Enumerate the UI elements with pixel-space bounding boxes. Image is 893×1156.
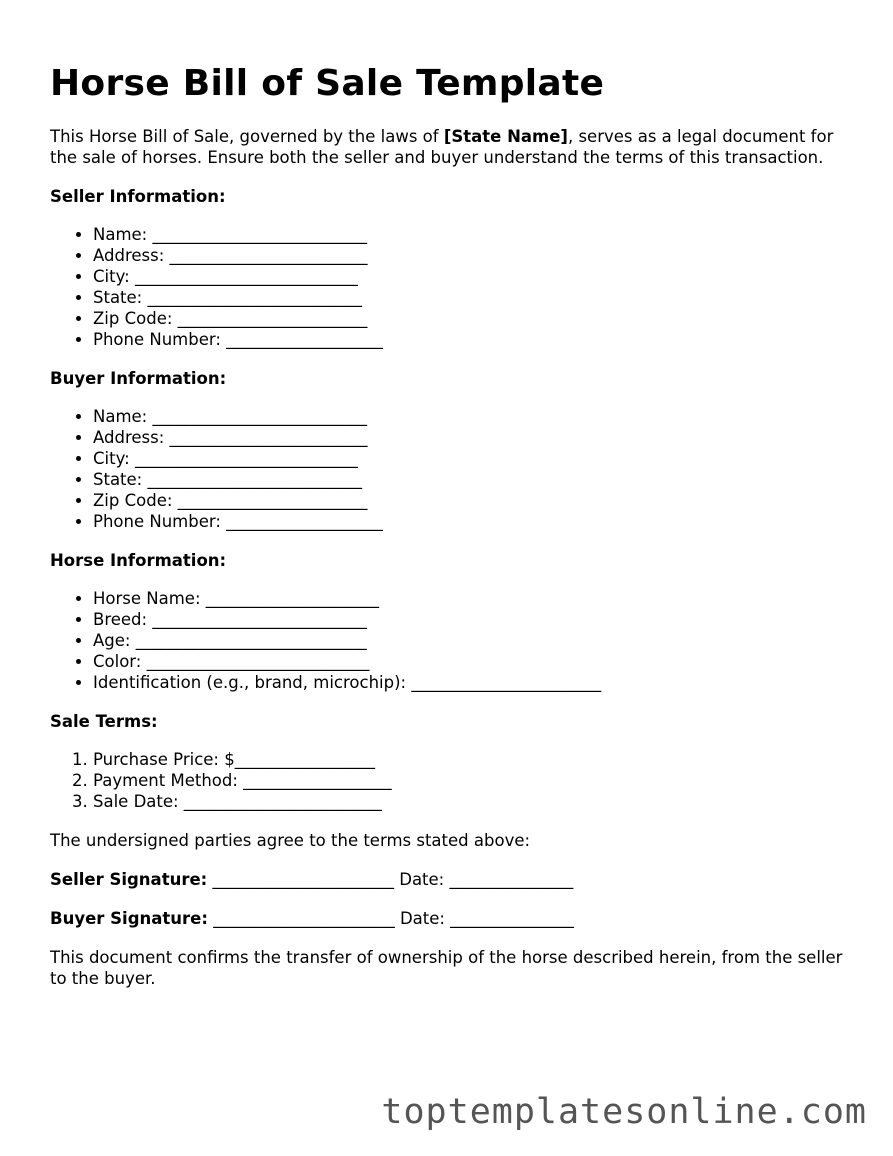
seller-zip-field: • Zip Code: _______________________ (93, 308, 850, 329)
buyer-signature-blanks: ______________________ Date: _______________ (207, 909, 574, 928)
seller-phone-field: • Phone Number: ___________________ (93, 329, 850, 350)
buyer-state-field: • State: __________________________ (93, 469, 850, 490)
horse-name-field: • Horse Name: _____________________ (93, 588, 850, 609)
watermark-text: toptemplatesonline.com (381, 1092, 867, 1132)
seller-address-field: • Address: ________________________ (93, 245, 850, 266)
intro-text-after: , serves as a legal document for the sale of horses. Ensure both the seller and buyer understand the terms of this transaction. (50, 127, 834, 167)
buyer-signature-line (50, 908, 850, 929)
seller-signature-label: Seller Signature: (50, 870, 208, 889)
seller-section-heading: Seller Information: (50, 187, 226, 206)
seller-name-field: • Name: __________________________ (93, 224, 850, 245)
sale-date-field: 3. Sale Date: ________________________ (93, 791, 850, 812)
seller-signature-blanks: ______________________ Date: _______________ (207, 870, 574, 889)
horse-age-field: • Age: ____________________________ (93, 630, 850, 651)
horse-color-field: • Color: ___________________________ (93, 651, 850, 672)
payment-method-field: 2. Payment Method: __________________ (93, 770, 850, 791)
seller-info-list (50, 224, 850, 350)
document-page (50, 60, 850, 989)
buyer-name-field: • Name: __________________________ (93, 406, 850, 427)
seller-city-field: • City: ___________________________ (93, 266, 850, 287)
intro-text-before: This Horse Bill of Sale, governed by the laws of (50, 127, 444, 146)
horse-identification-field: • Identification (e.g., brand, microchip): _______________________ (93, 672, 850, 693)
sale-terms-list (50, 749, 850, 812)
horse-info-list (50, 588, 850, 693)
horse-breed-field: • Breed: __________________________ (93, 609, 850, 630)
buyer-zip-field: • Zip Code: _______________________ (93, 490, 850, 511)
terms-section-heading: Sale Terms: (50, 712, 158, 731)
buyer-city-field: • City: ___________________________ (93, 448, 850, 469)
purchase-price-field: 1. Purchase Price: $_________________ (93, 749, 850, 770)
state-name-placeholder: [State Name] (443, 127, 568, 146)
buyer-phone-field: • Phone Number: ___________________ (93, 511, 850, 532)
page-title: Horse Bill of Sale Template (50, 63, 605, 104)
seller-signature-line (50, 869, 850, 890)
agreement-statement: The undersigned parties agree to the terms stated above: (50, 831, 531, 850)
buyer-signature-label: Buyer Signature: (50, 909, 208, 928)
seller-state-field: • State: __________________________ (93, 287, 850, 308)
horse-section-heading: Horse Information: (50, 551, 227, 570)
buyer-info-list (50, 406, 850, 532)
intro-paragraph (50, 126, 850, 168)
buyer-section-heading: Buyer Information: (50, 369, 227, 388)
closing-statement: This document confirms the transfer of ownership of the horse described herein, from the seller to the buyer. (50, 948, 843, 988)
buyer-address-field: • Address: ________________________ (93, 427, 850, 448)
